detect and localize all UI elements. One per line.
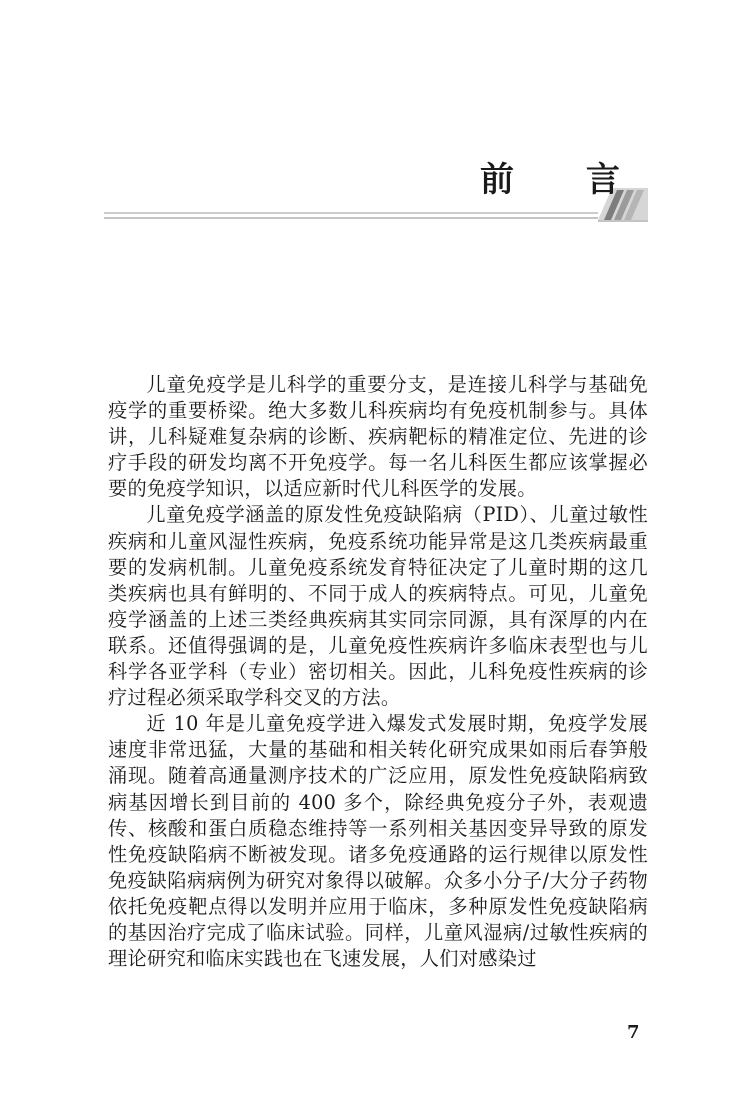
paragraph-2: 儿童免疫学涵盖的原发性免疫缺陷病（PID）、儿童过敏性疾病和儿童风湿性疾病，免疫系统功能异常是这几类疾病最重要的发病机制。儿童免疫系统发育特征决定了儿童时期的这几类疾病也具有鲜明的、不同于成人的疾病特点。可见，儿童免疫学涵盖的上述三类经典疾病其实同宗同源，具有深厚的内在联系。还值得强调的是，儿童免疫性疾病许多临床表型也与儿科学各亚学科（专业）密切相关。因此，儿科免疫性疾病的诊疗过程必须采取学科交叉的方法。	[108, 503, 648, 710]
header-rule-decoration	[0, 0, 730, 240]
page-number: 7	[627, 1022, 640, 1043]
page-title: 前 言	[480, 160, 650, 200]
paragraph-3: 近 10 年是儿童免疫学进入爆发式发展时期，免疫学发展速度非常迅猛，大量的基础和相关转化研究成果如雨后春笋般涌现。随着高通量测序技术的广泛应用，原发性免疫缺陷病致病基因增长到目前的 400 多个，除经典免疫分子外，表观遗传、核酸和蛋白质稳态维持等一系列相关基因变异导致的原发性免疫缺陷病不断被发现。诸多免疫通路的运行规律以原发性免疫缺陷病病例为研究对象得以破解。众多小分子/大分子药物依托免疫靶点得以发明并应用于临床，多种原发性免疫缺陷病的基因治疗完成了临床试验。同样，儿童风湿病/过敏性疾病的理论研究和临床实践也在飞速发展，人们对感染过	[108, 712, 648, 971]
paragraph-1: 儿童免疫学是儿科学的重要分支，是连接儿科学与基础免疫学的重要桥梁。绝大多数儿科疾病均有免疫机制参与。具体讲，儿科疑难复杂病的诊断、疾病靶标的精准定位、先进的诊疗手段的研发均离不开免疫学。每一名儿科医生都应该掌握必要的免疫学知识，以适应新时代儿科医学的发展。	[108, 373, 648, 501]
preface-body	[108, 372, 648, 972]
chapter-header	[0, 0, 730, 240]
